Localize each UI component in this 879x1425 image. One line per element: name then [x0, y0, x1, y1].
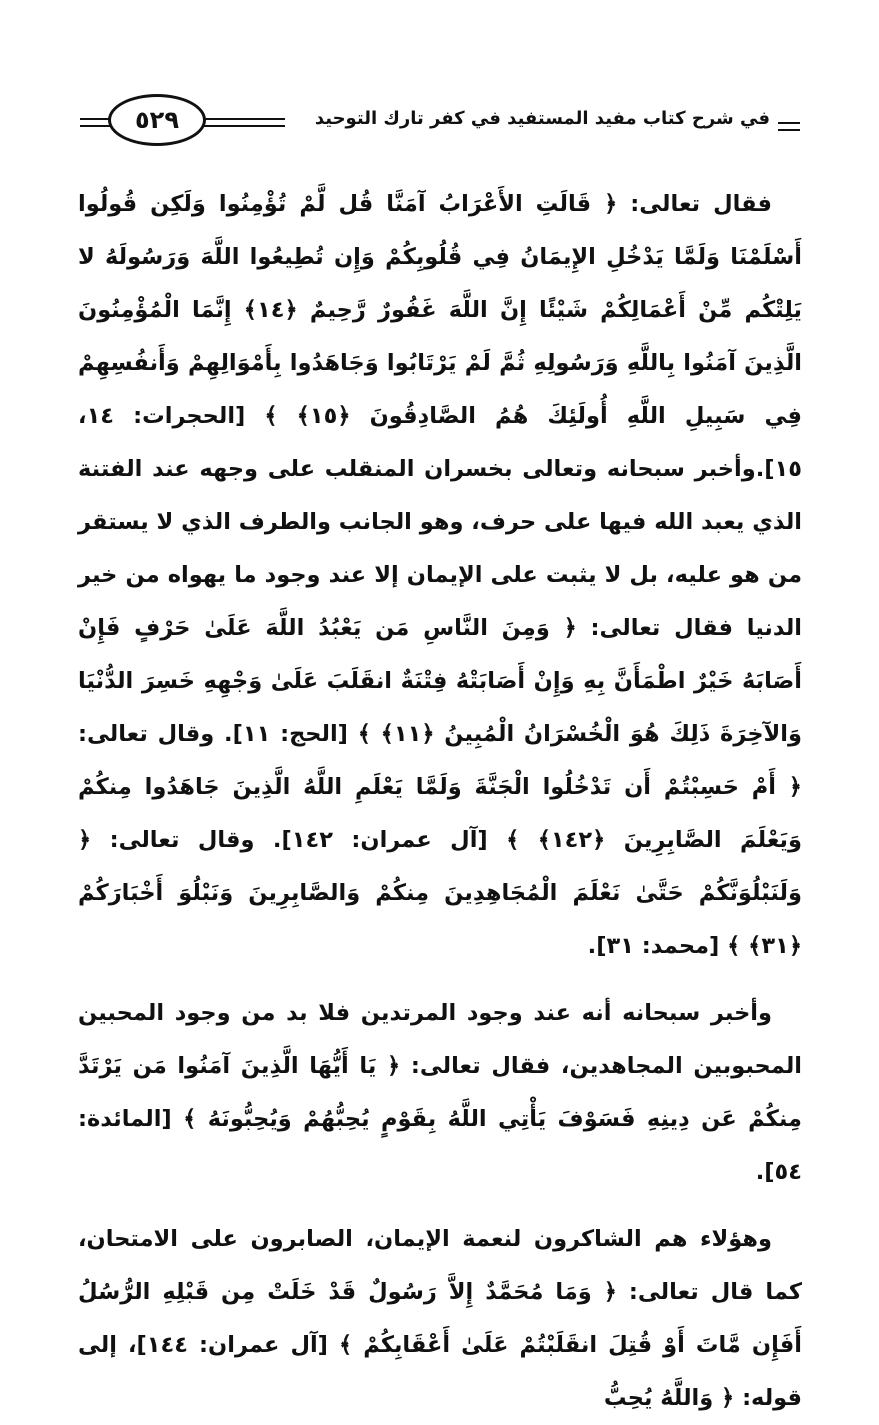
- page-number: ٥٢٩: [135, 106, 179, 134]
- header-double-rule-right: [778, 122, 800, 131]
- page-number-oval: [108, 94, 206, 146]
- paragraph-1: فقال تعالى: ﴿ قَالَتِ الأَعْرَابُ آمَنَّا قُل لَّمْ تُؤْمِنُوا وَلَكِن قُولُوا أَسْلَمْنَا وَلَمَّا يَدْخُلِ الإِيمَانُ فِي قُلُوبِكُمْ وَإِن تُطِيعُوا اللَّهَ وَرَسُولَهُ لا يَلِتْكُم مِّنْ أَعْمَالِكُمْ شَيْئًا إِنَّ اللَّهَ غَفُورٌ رَّحِيمٌ ﴿١٤﴾ إِنَّمَا الْمُؤْمِنُونَ الَّذِينَ آمَنُوا بِاللَّهِ وَرَسُولِهِ ثُمَّ لَمْ يَرْتَابُوا وَجَاهَدُوا بِأَمْوَالِهِمْ وَأَنفُسِهِمْ فِي سَبِيلِ اللَّهِ أُولَئِكَ هُمُ الصَّادِقُونَ ﴿١٥﴾ ﴾ [الحجرات: ١٤، ١٥].وأخبر سبحانه وتعالى بخسران المنقلب على وجهه عند الفتنة الذي يعبد الله فيها على حرف، وهو الجانب والطرف الذي لا يستقر من هو عليه، بل لا يثبت على الإيمان إلا عند وجود ما يهواه من خير الدنيا فقال تعالى: ﴿ وَمِنَ النَّاسِ مَن يَعْبُدُ اللَّهَ عَلَىٰ حَرْفٍ فَإِنْ أَصَابَهُ خَيْرٌ اطْمَأَنَّ بِهِ وَإِنْ أَصَابَتْهُ فِتْنَةٌ انقَلَبَ عَلَىٰ وَجْهِهِ خَسِرَ الدُّنْيَا وَالآخِرَةَ ذَلِكَ هُوَ الْخُسْرَانُ الْمُبِينُ ﴿١١﴾ ﴾ [الحج: ١١]. وقال تعالى: ﴿ أَمْ حَسِبْتُمْ أَن تَدْخُلُوا الْجَنَّةَ وَلَمَّا يَعْلَمِ اللَّهُ الَّذِينَ جَاهَدُوا مِنكُمْ وَيَعْلَمَ الصَّابِرِينَ ﴿١٤٢﴾ ﴾ [آل عمران: ١٤٢]. وقال تعالى: ﴿ وَلَنَبْلُوَنَّكُمْ حَتَّىٰ نَعْلَمَ الْمُجَاهِدِينَ مِنكُمْ وَالصَّابِرِينَ وَنَبْلُوَ أَخْبَارَكُمْ ﴿٣١﴾ ﴾ [محمد: ٣١].: [78, 191, 802, 959]
- running-title: في شرح كتاب مفيد المستفيد في كفر تارك التوحيد: [314, 108, 770, 129]
- paragraph-2: وأخبر سبحانه أنه عند وجود المرتدين فلا بد من وجود المحبين المحبوبين المجاهدين، فقال تعالى: ﴿ يَا أَيُّهَا الَّذِينَ آمَنُوا مَن يَرْتَدَّ مِنكُمْ عَن دِينِهِ فَسَوْفَ يَأْتِي اللَّهُ بِقَوْمٍ يُحِبُّهُمْ وَيُحِبُّونَهُ ﴾ [المائدة: ٥٤].: [78, 1000, 802, 1185]
- page-header: [80, 92, 800, 162]
- page-body: [78, 178, 802, 1425]
- paragraph-3: وهؤلاء هم الشاكرون لنعمة الإيمان، الصابرون على الامتحان، كما قال تعالى: ﴿ وَمَا مُحَمَّدٌ إِلاَّ رَسُولٌ قَدْ خَلَتْ مِن قَبْلِهِ الرُّسُلُ أَفَإِن مَّاتَ أَوْ قُتِلَ انقَلَبْتُمْ عَلَىٰ أَعْقَابِكُمْ ﴾ [آل عمران: ١٤٤]، إلى قوله: ﴿ وَاللَّهُ يُحِبُّ: [78, 1226, 802, 1411]
